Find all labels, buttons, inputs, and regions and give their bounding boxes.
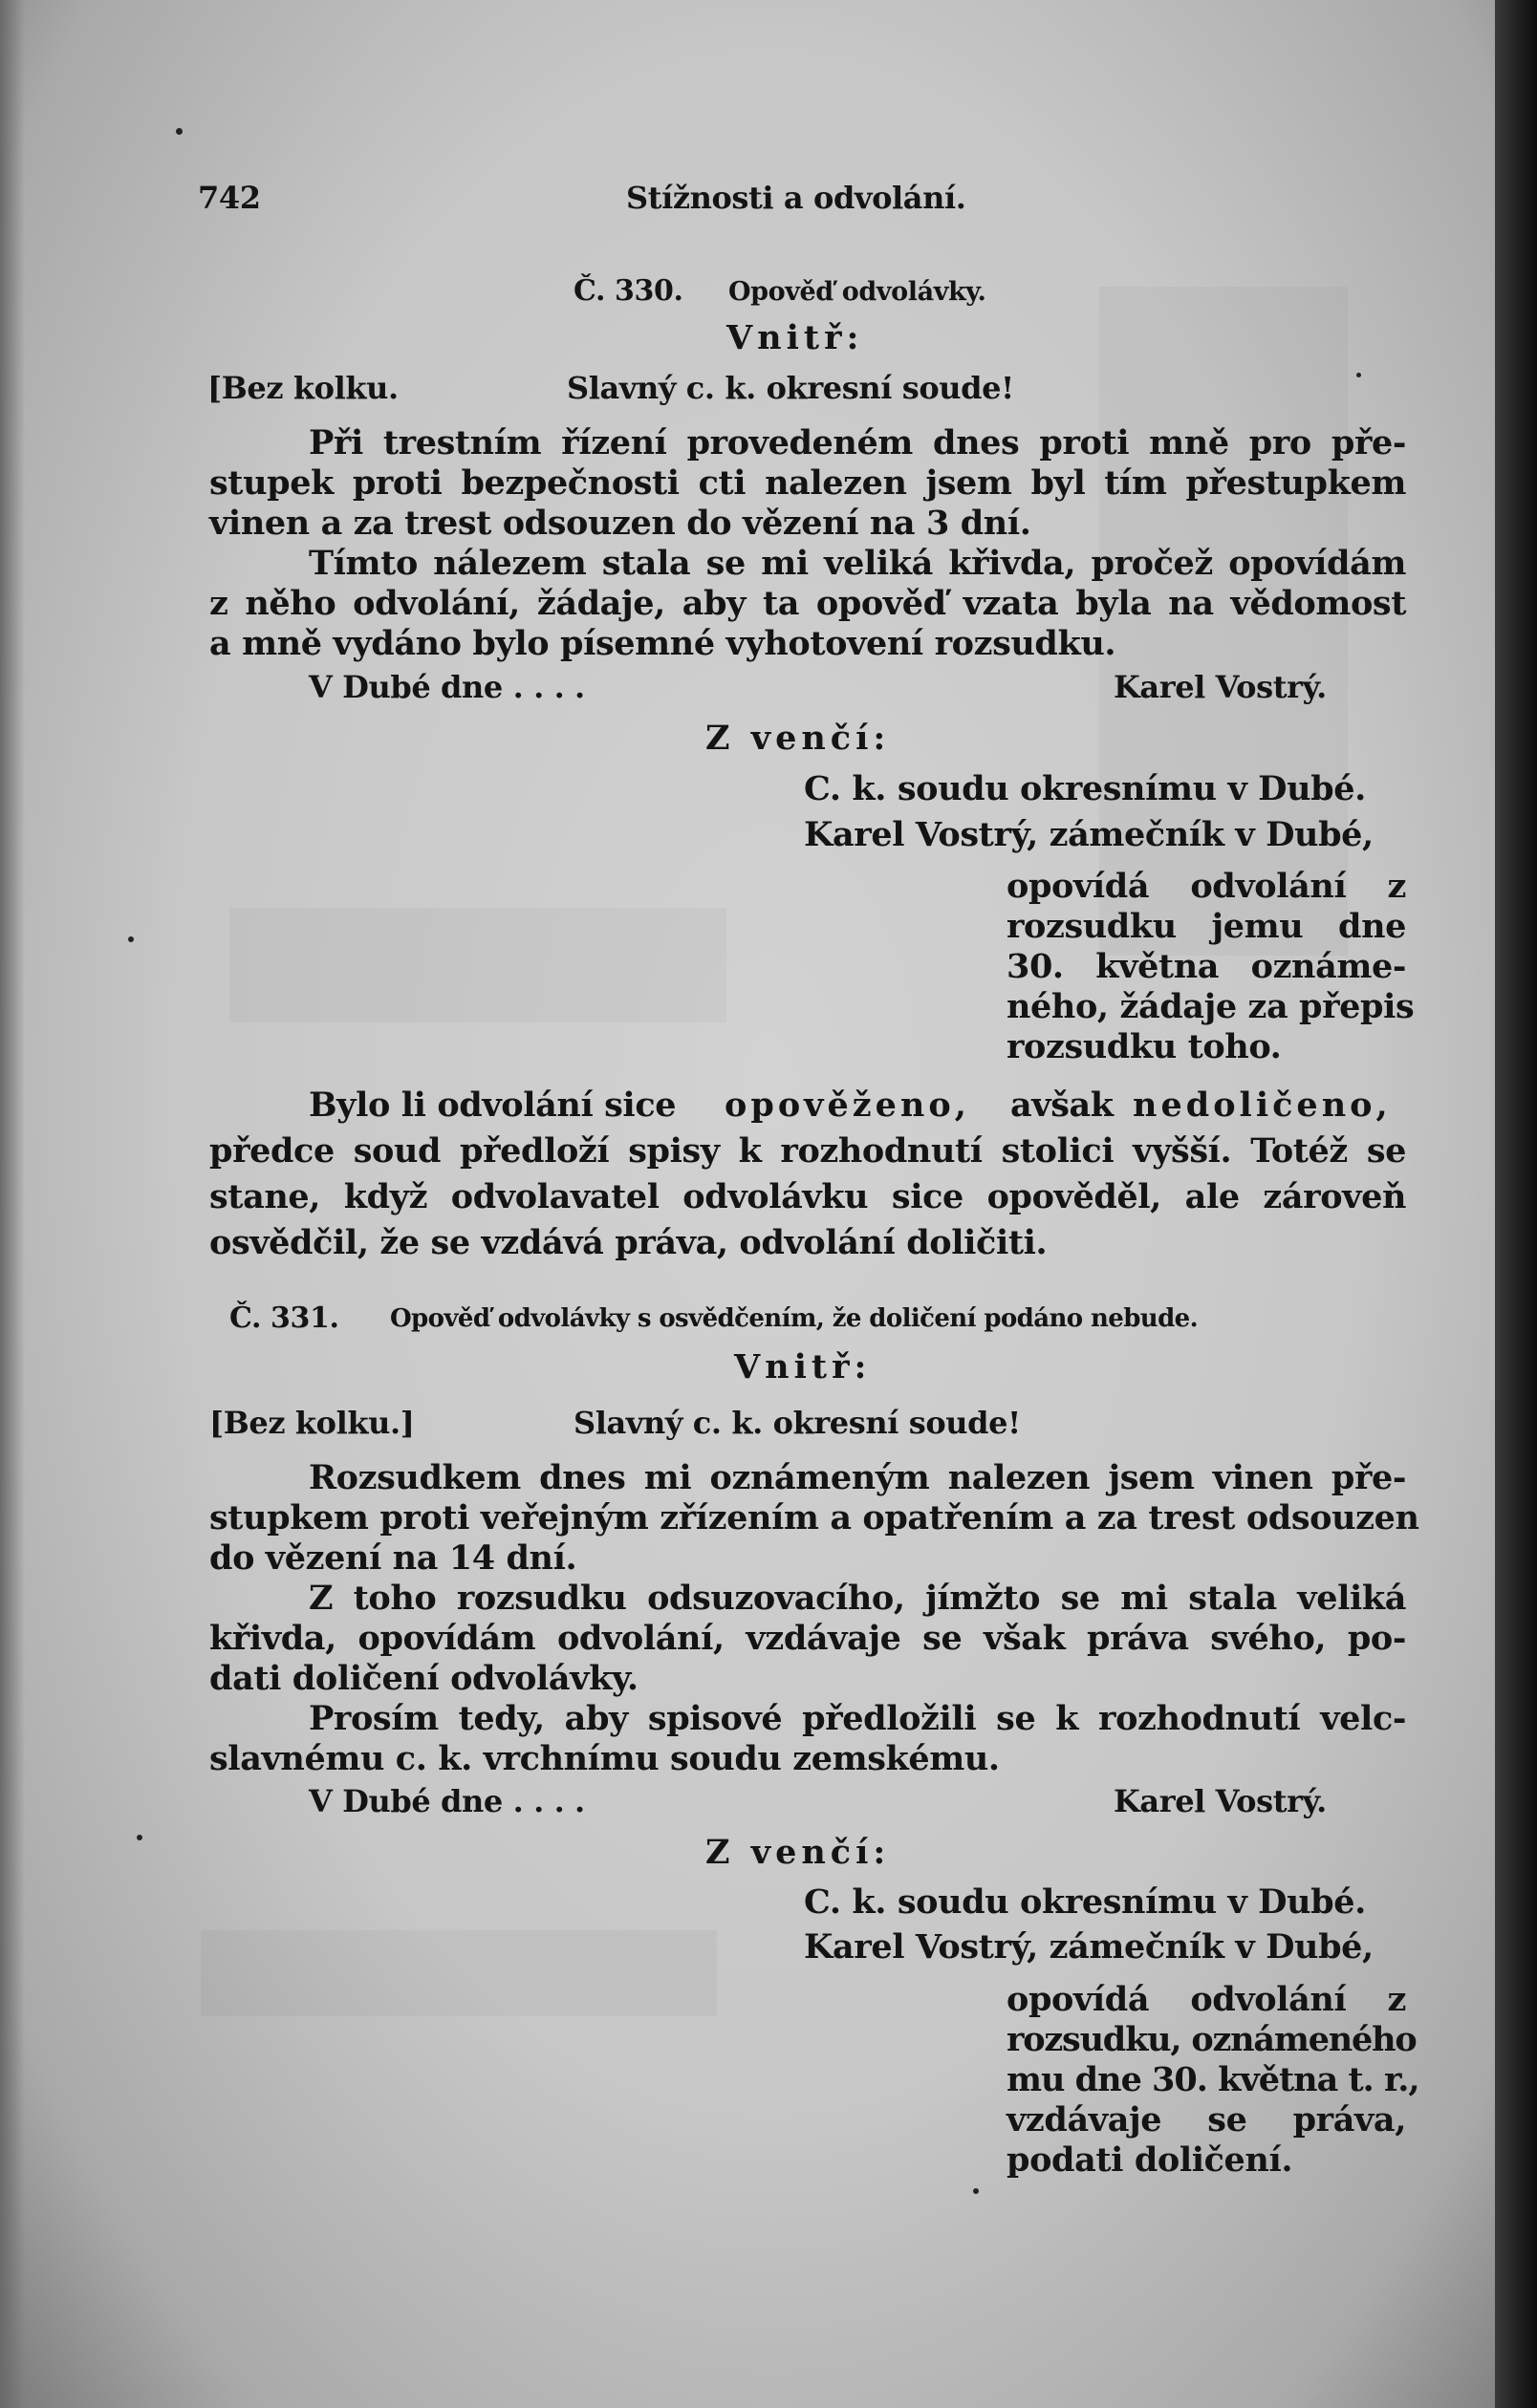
form-330-summary-line5: rozsudku toho. — [1007, 1027, 1282, 1066]
form-330-inside-label: Vnitř: — [726, 318, 864, 357]
form-330-paragraph1-line3: vinen a za trest odsouzen do vězení na 3 dní. — [209, 504, 1031, 543]
form-331-summary-line5: podati doličení. — [1007, 2140, 1293, 2180]
form-331-paragraph2-line1: Z toho rozsudku odsuzovacího, jímžto se mi stala veliká — [309, 1579, 1406, 1618]
form-331-stamp-note: [Bez kolku.] — [209, 1405, 415, 1441]
form-330-summary-line4: ného, žádaje za přepis — [1007, 987, 1415, 1026]
form-330-outside-label: Z venčí: — [705, 719, 891, 758]
form-331-outside-label: Z venčí: — [705, 1833, 891, 1872]
explanation-line1-word3: nedoličeno, — [1133, 1086, 1392, 1125]
form-331-summary-line1: opovídá odvolání z — [1007, 1980, 1406, 2019]
explanation-line1-word1: opověženo, — [725, 1086, 970, 1125]
scan-speck — [1356, 373, 1361, 377]
form-330-address-line2: Karel Vostrý, zámečník v Dubé, — [804, 815, 1374, 854]
form-330-paragraph2-line3: a mně vydáno bylo písemné vyhotovení rozsudku. — [209, 624, 1116, 663]
form-331-inside-label: Vnitř: — [734, 1347, 872, 1387]
form-330-place-date: V Dubé dne . . . . — [309, 669, 585, 705]
form-331-salutation: Slavný c. k. okresní soude! — [574, 1405, 1021, 1441]
form-330-stamp-note: [Bez kolku. — [207, 370, 399, 406]
form-330-number: Č. 330. — [574, 274, 683, 308]
form-331-summary-line3: mu dne 30. května t. r., — [1007, 2060, 1419, 2099]
form-330-summary-line3: 30. května oznáme- — [1007, 947, 1406, 986]
form-330-title: Opověď odvolávky. — [728, 277, 986, 307]
explanation-line2: předce soud předloží spisy k rozhodnutí stolici vyšší. Totéž se — [209, 1131, 1406, 1171]
scan-speck — [137, 1835, 142, 1840]
form-330-address-line1: C. k. soudu okresnímu v Dubé. — [804, 769, 1366, 808]
form-331-paragraph1-line2: stupkem proti veřejným zřízením a opatřením a za trest odsouzen — [209, 1498, 1419, 1537]
form-330-summary-line1: opovídá odvolání z — [1007, 867, 1406, 906]
page-left-shadow — [0, 0, 25, 2408]
explanation-line4: osvědčil, že se vzdává práva, odvolání doličiti. — [209, 1223, 1048, 1262]
explanation-line1-start: Bylo li odvolání sice — [309, 1086, 677, 1125]
form-331-paragraph1-line1: Rozsudkem dnes mi oznámeným nalezen jsem vinen pře- — [309, 1458, 1406, 1497]
form-330-paragraph1-line2: stupek proti bezpečnosti cti nalezen jsem byl tím přestupkem — [209, 463, 1406, 503]
form-330-salutation: Slavný c. k. okresní soude! — [567, 370, 1014, 406]
form-331-paragraph2-line2: křivda, opovídám odvolání, vzdávaje se však práva svého, po- — [209, 1619, 1406, 1658]
form-330-summary-line2: rozsudku jemu dne — [1007, 907, 1406, 946]
form-330-signature: Karel Vostrý. — [1114, 669, 1327, 705]
form-331-place-date: V Dubé dne . . . . — [309, 1783, 585, 1819]
form-330-paragraph2-line1: Tímto nálezem stala se mi veliká křivda, pročež opovídám — [309, 544, 1406, 583]
page-number: 742 — [198, 180, 261, 216]
form-331-title: Opověď odvolávky s osvědčením, že doličení podáno nebude. — [390, 1304, 1199, 1333]
form-331-paragraph3-line2: slavnému c. k. vrchnímu soudu zemskému. — [209, 1739, 1000, 1778]
scan-speck — [176, 128, 183, 135]
running-title: Stížnosti a odvolání. — [626, 180, 966, 216]
bleed-through-shadow — [201, 1930, 717, 2016]
form-331-address-line1: C. k. soudu okresnímu v Dubé. — [804, 1882, 1366, 1922]
scan-speck — [128, 936, 134, 942]
scan-speck — [973, 2188, 979, 2194]
form-331-number: Č. 331. — [229, 1301, 339, 1335]
page-right-edge — [1495, 0, 1537, 2408]
bleed-through-shadow — [229, 908, 726, 1022]
form-331-summary-line2: rozsudku, oznámeného — [1007, 2020, 1417, 2059]
explanation-line3: stane, když odvolavatel odvolávku sice opověděl, ale zároveň — [209, 1177, 1406, 1216]
form-331-summary-line4: vzdávaje se práva, — [1007, 2100, 1406, 2139]
form-330-paragraph2-line2: z něho odvolání, žádaje, aby ta opověď vzata byla na vědomost — [209, 584, 1406, 623]
form-331-address-line2: Karel Vostrý, zámečník v Dubé, — [804, 1927, 1374, 1967]
form-331-paragraph2-line3: dati doličení odvolávky. — [209, 1659, 639, 1698]
form-331-paragraph3-line1: Prosím tedy, aby spisové předložili se k rozhodnutí velc- — [309, 1699, 1406, 1738]
form-331-signature: Karel Vostrý. — [1114, 1783, 1327, 1819]
form-330-paragraph1-line1: Při trestním řízení provedeném dnes proti mně pro pře- — [309, 423, 1406, 462]
explanation-line1-word2: avšak — [1010, 1086, 1114, 1125]
form-331-paragraph1-line3: do vězení na 14 dní. — [209, 1538, 577, 1578]
